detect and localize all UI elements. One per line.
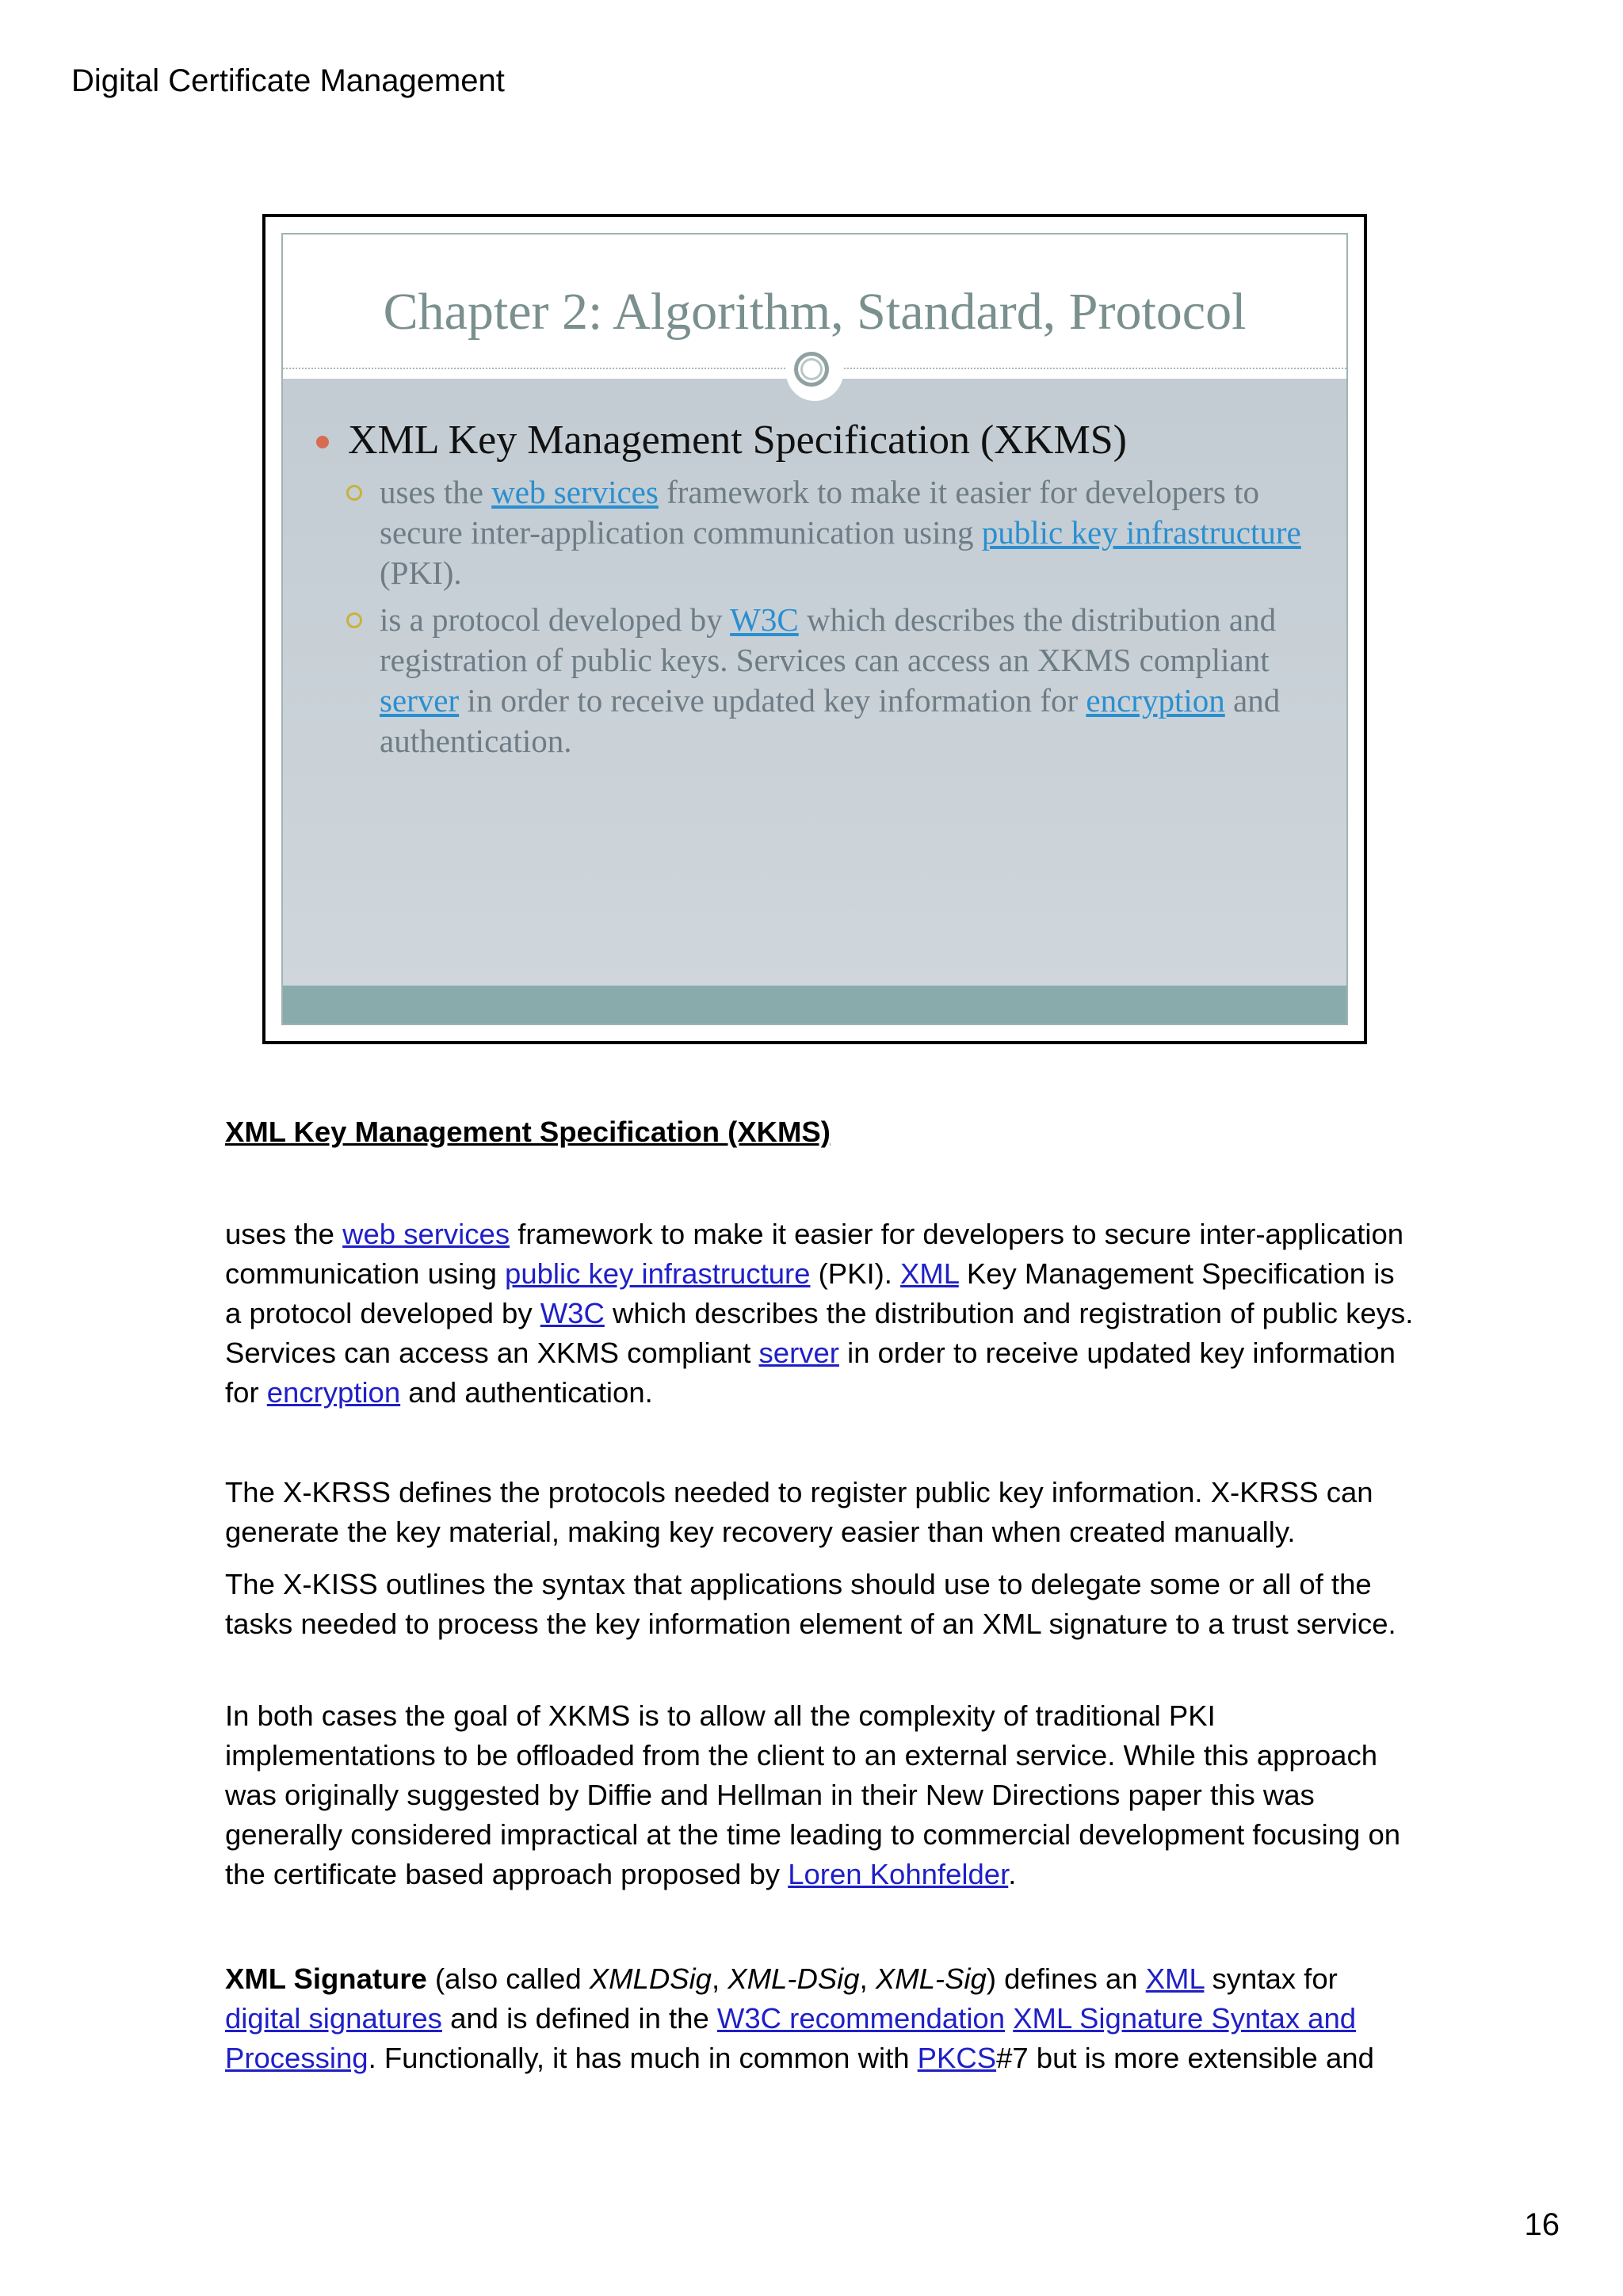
link-xml[interactable]: XML — [900, 1257, 959, 1290]
link-w3c-recommendation[interactable]: W3C recommendation — [716, 2002, 1006, 2035]
text: which describes the distribution and registration of public keys. Services can access an XKMS compliant — [380, 601, 1277, 678]
text: is a protocol developed by — [380, 601, 731, 638]
text: Key Management Specification is a protocol developed by — [225, 1257, 1395, 1329]
link-w3c[interactable]: W3C — [540, 1297, 605, 1329]
section-heading: XML Key Management Specification (XKMS) — [225, 1116, 831, 1148]
ring-bullet-icon — [346, 612, 362, 628]
link-loren-kohnfelder[interactable]: Loren Kohnfelder — [788, 1858, 1009, 1890]
text: #7 but is more extensible and — [996, 2042, 1374, 2074]
link-web-services: web services — [491, 474, 659, 510]
paragraph-text: The X-KISS outlines the syntax that applications should use to delegate some or all of the tasks needed to process the key information element of an XML signature to a trust service. — [225, 1568, 1396, 1640]
text: framework to make it easier for developers to secure inter-application communication using — [380, 474, 1260, 551]
italic-term: XML-Sig — [875, 1962, 987, 1995]
paragraph-text: The X-KRSS defines the protocols needed to register public key information. X-KRSS can generate the key material, making key recovery easier than when created manually. — [225, 1476, 1373, 1548]
paragraph-xkms — [225, 1215, 1414, 1413]
link-web-services[interactable]: web services — [342, 1218, 510, 1250]
text: , — [859, 1962, 876, 1995]
slide-sub-bullet-2 — [315, 600, 1323, 761]
slide-bullet: XML Key Management Specification (XKMS) — [315, 415, 1323, 466]
paragraph-xml-signature — [225, 1959, 1414, 2078]
paragraph-x-krss — [225, 1473, 1414, 1552]
link-encryption: encryption — [1086, 682, 1225, 719]
page-number: 16 — [1524, 2207, 1560, 2242]
link-xml[interactable]: XML — [1145, 1962, 1205, 1995]
link-encryption[interactable]: encryption — [266, 1376, 401, 1409]
text: uses the — [380, 474, 492, 510]
slide-content — [315, 415, 1323, 761]
slide — [281, 233, 1348, 1025]
link-digital-signatures[interactable]: digital signatures — [225, 2002, 442, 2035]
ring-ornament-icon — [786, 344, 843, 401]
link-xml-signature-syntax[interactable]: XML Signature Syntax and Processing — [225, 2002, 1357, 2074]
link-w3c: W3C — [730, 601, 799, 638]
slide-footer-bar — [283, 986, 1346, 1024]
link-public-key-infrastructure: public key infrastructure — [981, 514, 1301, 551]
text: framework to make it easier for developers to secure inter-application communication using — [225, 1218, 1404, 1290]
text: (PKI). — [810, 1257, 901, 1290]
text: ) defines an — [986, 1962, 1146, 1995]
section-heading-block — [225, 1112, 1414, 1152]
text: syntax for — [1204, 1962, 1338, 1995]
italic-term: XMLDSig — [589, 1962, 712, 1995]
text: . Functionally, it has much in common with — [368, 2042, 918, 2074]
text: . — [1008, 1858, 1017, 1890]
paragraph-goal — [225, 1696, 1414, 1894]
text: in order to receive updated key information for — [459, 682, 1086, 719]
text: (also called — [426, 1962, 590, 1995]
text: which describes the distribution and registration of public keys. Services can access an XKMS compliant — [225, 1297, 1414, 1369]
link-server: server — [380, 682, 460, 719]
link-public-key-infrastructure[interactable]: public key infrastructure — [505, 1257, 811, 1290]
text — [1005, 2002, 1013, 2035]
paragraph-x-kiss — [225, 1565, 1414, 1644]
slide-image — [262, 214, 1367, 1044]
slide-title: Chapter 2: Algorithm, Standard, Protocol — [383, 283, 1247, 341]
ring-bullet-icon — [346, 485, 362, 501]
text: and authentication. — [380, 682, 1281, 759]
document-header-title: Digital Certificate Management — [71, 63, 505, 98]
text: in order to receive updated key information for — [225, 1337, 1396, 1409]
text: and is defined in the — [441, 2002, 717, 2035]
link-server[interactable]: server — [758, 1337, 839, 1369]
slide-sub-bullet-1 — [315, 472, 1323, 593]
text: In both cases the goal of XKMS is to allow all the complexity of traditional PKI implementations to be offloaded from the client to an external service. While this approach was originally suggested by Diffie and Hellman in their New Directions paper this was generally considered impractical at the time leading to commercial development focusing on the certificate based approach proposed by — [225, 1699, 1401, 1890]
link-pkcs[interactable]: PKCS — [917, 2042, 997, 2074]
text: uses the — [225, 1218, 343, 1250]
text: , — [711, 1962, 728, 1995]
text: (PKI). — [380, 555, 462, 591]
bold-term: XML Signature — [225, 1962, 427, 1995]
italic-term: XML-DSig — [727, 1962, 860, 1995]
text: and authentication. — [400, 1376, 653, 1409]
